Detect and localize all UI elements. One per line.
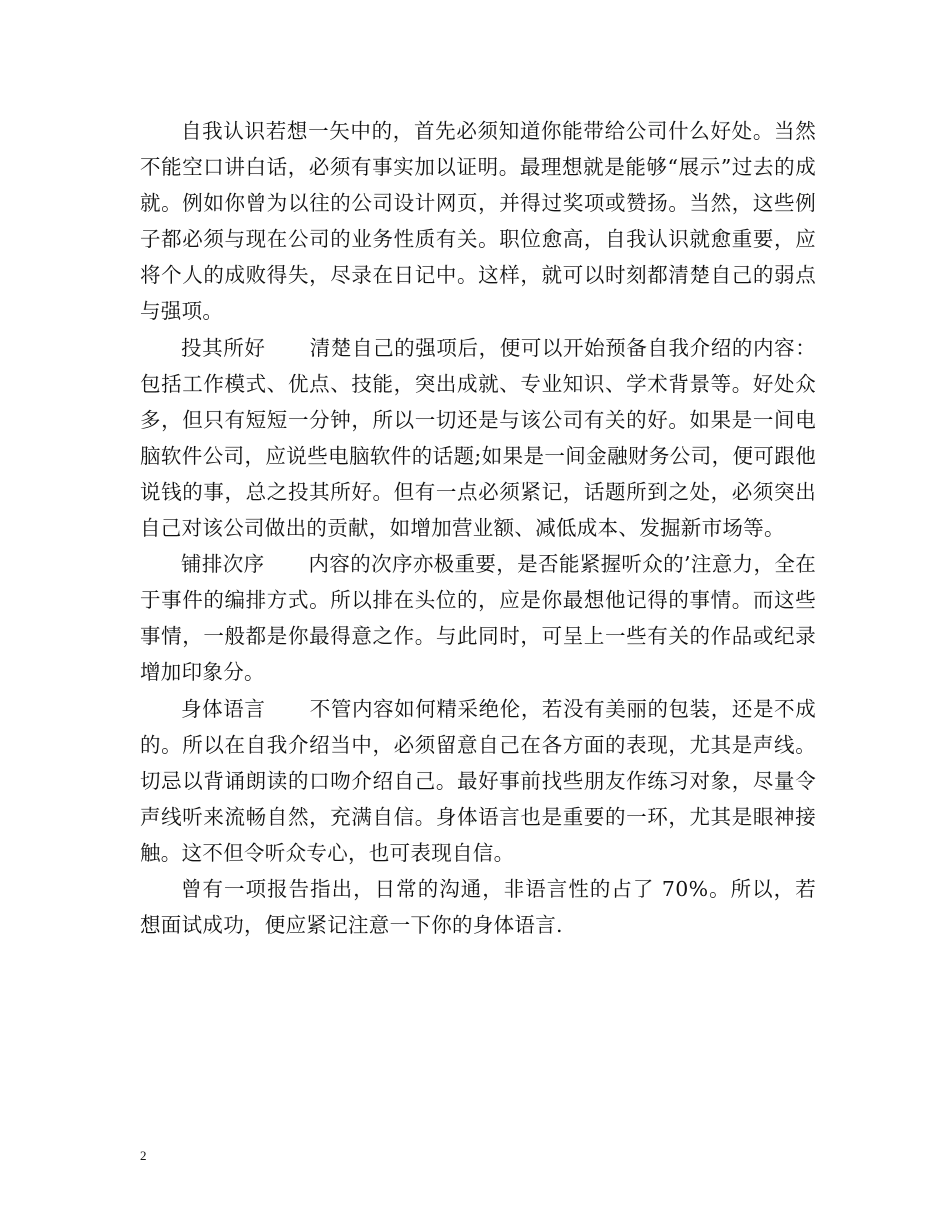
closing-text: 曾有一项报告指出，日常的沟通，非语言性的占了 70%。所以，若想面试成功，便应紧记注意一下你的身体语言. [140,876,816,938]
section-text: 内容的次序亦极重要，是否能紧握听众的’注意力，全在于事件的编排方式。所以排在头位的，应是你最想他记得的事情。而这些事情，一般都是你最得意之作。与此同时，可呈上一些有关的作品或纪录增加印象分。 [140,552,817,685]
section-paragraph-shen-ti-yu-yan [140,691,816,871]
intro-text: 自我认识若想一矢中的，首先必须知道你能带给公司什么好处。当然不能空口讲白话，必须有事实加以证明。最理想就是能够“展示”过去的成就。例如你曾为以往的公司设计网页，并得过奖项或赞扬。当然，这些例子都必须与现在公司的业务性质有关。职位愈高，自我认识就愈重要，应将个人的成败得失，尽录在日记中。这样，就可以时刻都清楚自己的弱点与强项。 [140,119,816,324]
section-heading: 投其所好 [181,335,266,360]
section-text: 清楚自己的强项后，便可以开始预备自我介绍的内容：包括工作模式、优点、技能，突出成就、专业知识、学术背景等。好处众多，但只有短短一分钟，所以一切还是与该公司有关的好。如果是一间电脑软件公司，应说些电脑软件的话题;如果是一间金融财务公司，便可跟他说钱的事，总之投其所好。但有一点必须紧记，话题所到之处，必须突出自己对该公司做出的贡献，如增加营业额、减低成本、发掘新市场等。 [140,335,817,541]
section-heading: 身体语言 [181,696,266,721]
closing-paragraph [140,871,816,943]
section-text: 不管内容如何精采绝伦，若没有美丽的包装，还是不成的。所以在自我介绍当中，必须留意自己在各方面的表现，尤其是声线。切忌以背诵朗读的口吻介绍自己。最好事前找些朋友作练习对象，尽量令声线听来流畅自然，充满自信。身体语言也是重要的一环，尤其是眼神接触。这不但令听众专心，也可表现自信。 [140,696,817,865]
section-heading: 铺排次序 [181,552,265,577]
section-paragraph-tou-qi-suo-hao [140,330,816,547]
document-body [140,113,816,943]
page-number: 2 [140,1148,147,1163]
intro-paragraph [140,113,816,330]
section-paragraph-pu-pai-ci-xu [140,546,816,690]
